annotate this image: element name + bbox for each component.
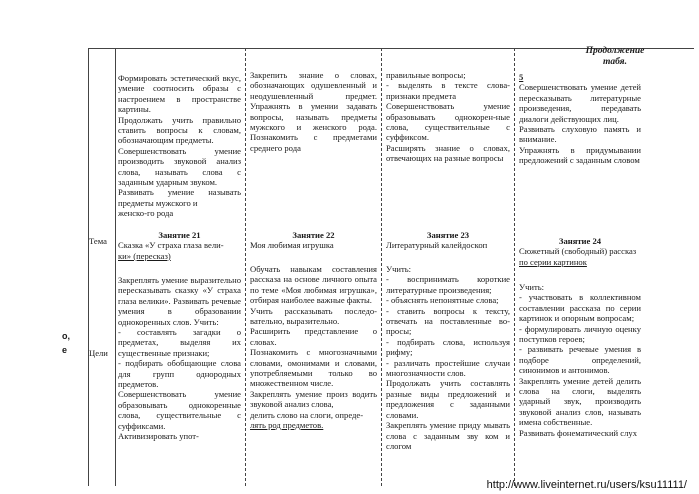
table-border-label [115,48,116,486]
col2-top [250,70,377,153]
col1-top [118,73,241,219]
col2-goals-p5: Закреплять умение произ водить звуковой анализ слова, [250,388,377,410]
side-mark-2: е [62,345,68,355]
col3-goals [386,264,510,451]
col2-goals-p6: делить слово на слоги, опреде- [250,409,364,420]
row-label-tseli: Цели [89,348,108,358]
col1-goals-p4: Совершенствовать умение образовывать однокоренные слова, существительные с суффиксами. [118,389,241,431]
col4-goals-p2: - участвовать в коллективном составлении рассказа по серии картинок и опорным вопросам; [519,292,641,324]
col3-top-p3: Совершенствовать умение образовывать однокорен-ные слова, существительные с суффиксом. [386,101,510,143]
col2-theme: Моя любимая игрушка [250,240,334,251]
col1-goals-p5: Активизировать упот- [118,431,199,442]
col1-goals-p3: - подбирать обобщающие слова для групп однородных предметов. [118,358,241,390]
col3-goals-p3: - объяснять непонятные слова; [386,295,499,306]
col3-goals-p1: Учить: [386,264,412,274]
col2-top-p1: Закрепить знание о словах, обозначающих одушевленный и неодушевленный предмет. Упражнять в умении задавать вопросы, называть предметы мужского и женского рода. Познакомить с предметами среднего рода [250,70,377,153]
col2-goals-p4: Познакомить с многозначными словами, омонимами и словами, употребляемыми только во множественном числе. [250,347,377,389]
col4-lesson-title: Занятие 24 [558,236,602,246]
continuation-title [560,46,670,68]
col2-goals-p7: лять род предметов. [250,420,324,431]
col3-top [386,70,510,164]
col4-theme: Сюжетный (свободный) рассказ [519,246,637,257]
col1-top-p4: Развивать умение называть предметы мужского и [118,187,241,208]
col3-theme: Литературный калейдоскоп [386,240,488,251]
col1-theme: Сказка «У страха глаза вели- [118,240,224,251]
col2-goals-p2: Учить рассказывать последовательно, выразительно. [250,305,377,327]
table-border-col4 [514,48,515,486]
col4-goals [519,282,641,438]
col1-top-p1: Формировать эстетический вкус, умение соотносить образы с настроением в пространстве картины. [118,73,241,115]
col4-top [519,72,641,166]
watermark-url[interactable]: http://www.liveinternet.ru/users/ksu11111/ [486,479,687,491]
col1-top-p2: Продолжать учить правильно ставить вопросы к словам, обозначающим предметы. [118,114,241,146]
col3-lesson-title: Занятие 23 [426,230,470,240]
table-border-col3 [381,48,382,486]
col3-top-p4: Расширять знание о словах, отвечающих на разные вопросы [386,142,510,164]
col4-goals-p4: - развивать речевые умения в подборе определений, синонимов и антонимов. [519,344,641,376]
col1-lesson [118,230,241,261]
table-border-left [88,48,89,486]
continuation-line2: табя. [603,57,627,67]
table-border-col2 [245,48,246,486]
col4-goals-p6: Развивать фонематический слух [519,427,637,438]
col4-number: 5 [519,72,524,82]
col1-goals [118,275,241,442]
col3-goals-p5: - подбирать слова, используя рифму; [386,336,510,358]
col2-lesson [250,230,377,251]
row-label-tema: Тема [89,236,107,246]
col4-goals-p3: - формулировать личную оценку поступков героев; [519,323,641,345]
col4-goals-p1: Учить: [519,282,545,292]
col3-lesson [386,230,510,251]
col4-top-p1: Совершенствовать умение детей пересказывать литературные произведения, передавать диалоги действующих лиц. [519,82,641,124]
col1-top-p3: Совершенствовать умение производить звуковой анализ слова, называть слова с заданным ударным звуком. [118,145,241,188]
col3-goals-p2: - воспринимать короткие литературные произведения; [386,274,510,295]
col4-theme-cont: по серии картинок [519,256,587,267]
col4-goals-p5: Закреплять умение детей делить слова на слоги, выделять ударный звук, производить звуковой анализ слов, называть имена собственные. [519,375,641,428]
col3-top-p2: - выделять в тексте слова-признаки предмета [386,80,510,101]
col3-goals-p8: Закреплять умение приду мывать слова с заданным зву ком и слогом [386,420,510,451]
col2-goals-p1: Обучать навыкам составления рассказа на основе личного опыта по теме «Моя любимая игрушка», отбирая наиболее важные факты. [250,264,377,306]
col1-goals-p2: - составлять загадки о предметах, выделяя их существенные признаки; [118,327,241,358]
col3-goals-p7: Продолжать учить составлять разные виды предложений и предложения с заданными словами. [386,378,510,420]
col1-goals-p1: Закреплять умение выразительно пересказывать сказку «У страха глаза велики». Развивать речевые умения в образовании однокоренных слов. Учить: [118,275,241,327]
col3-top-p1: правильные вопросы; [386,70,466,80]
col2-goals [250,264,377,431]
col3-goals-p4: - ставить вопросы к тексту, отвечать на поставленные вопросы; [386,305,510,337]
col1-top-p5: женско-го рода [118,208,174,219]
col1-lesson-title: Занятие 21 [158,230,201,240]
col4-lesson [519,236,641,267]
col2-lesson-title: Занятие 22 [292,230,335,240]
col2-goals-p3: Расширить представление о словах. [250,326,377,347]
continuation-line1: Продолжение [585,46,645,56]
col3-goals-p6: - различать простейшие случаи многозначности слов. [386,357,510,379]
col1-theme-cont: ки» (пересказ) [118,250,171,261]
col4-top-p3: Упражнять в придумывании предложений с заданным словом [519,144,641,166]
side-mark-1: о, [62,331,70,341]
col4-top-p2: Развивать слуховую память и внимание. [519,124,641,145]
